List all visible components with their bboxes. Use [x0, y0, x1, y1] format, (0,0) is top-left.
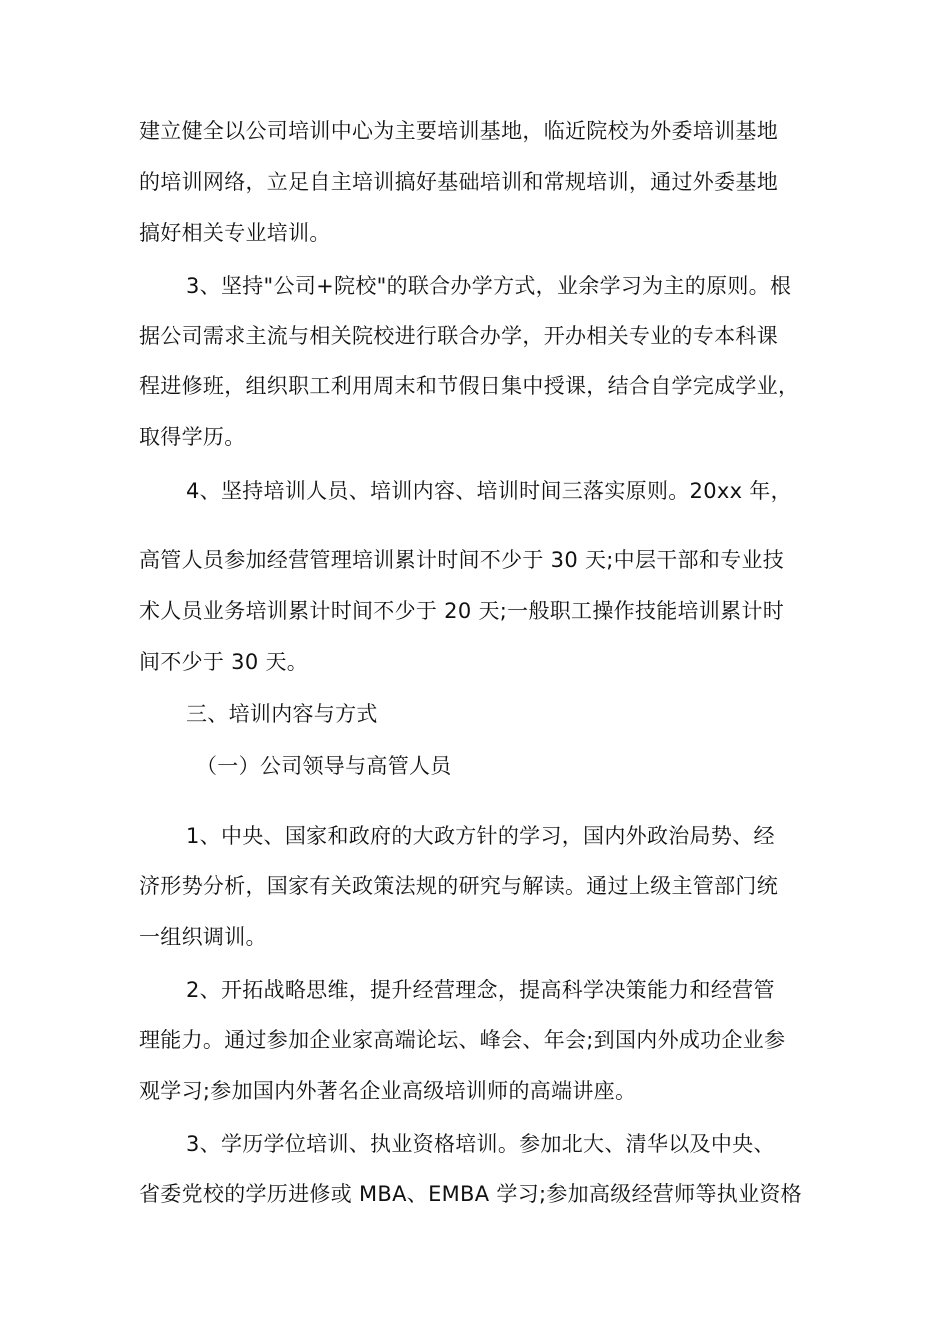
paragraph-line: 的培训网络，立足自主培训搞好基础培训和常规培训，通过外委基地	[139, 170, 778, 194]
paragraph-line: 济形势分析，国家有关政策法规的研究与解读。通过上级主管部门统	[139, 874, 778, 898]
paragraph-line: 3、学历学位培训、执业资格培训。参加北大、清华以及中央、	[186, 1132, 775, 1156]
paragraph-line: 搞好相关专业培训。	[139, 221, 331, 245]
paragraph-line: 省委党校的学历进修或 MBA、EMBA 学习;参加高级经营师等执业资格	[139, 1182, 802, 1206]
paragraph-line: 3、坚持"公司+院校"的联合办学方式，业余学习为主的原则。根	[186, 274, 792, 298]
paragraph-line: 4、坚持培训人员、培训内容、培训时间三落实原则。20xx 年，	[186, 479, 792, 503]
paragraph-line: 据公司需求主流与相关院校进行联合办学，开办相关专业的专本科课	[139, 324, 778, 348]
paragraph-line: 2、开拓战略思维，提升经营理念，提高科学决策能力和经营管	[186, 978, 775, 1002]
paragraph-line: 一组织调训。	[139, 925, 267, 949]
paragraph-line: 高管人员参加经营管理培训累计时间不少于 30 天;中层干部和专业技	[139, 548, 785, 572]
paragraph-line: 术人员业务培训累计时间不少于 20 天;一般职工操作技能培训累计时	[139, 599, 785, 623]
paragraph-line: 观学习;参加国内外著名企业高级培训师的高端讲座。	[139, 1079, 637, 1103]
paragraph-line: 间不少于 30 天。	[139, 650, 309, 674]
paragraph-line: 程进修班，组织职工利用周末和节假日集中授课，结合自学完成学业，	[139, 374, 800, 398]
paragraph-line: 1、中央、国家和政府的大政方针的学习，国内外政治局势、经	[186, 824, 775, 848]
subsection-heading: （一）公司领导与高管人员	[196, 754, 452, 778]
paragraph-line: 取得学历。	[139, 425, 246, 449]
paragraph-line: 建立健全以公司培训中心为主要培训基地，临近院校为外委培训基地	[139, 119, 778, 143]
paragraph-line: 理能力。通过参加企业家高端论坛、峰会、年会;到国内外成功企业参	[139, 1028, 786, 1052]
section-heading: 三、培训内容与方式	[186, 702, 378, 726]
